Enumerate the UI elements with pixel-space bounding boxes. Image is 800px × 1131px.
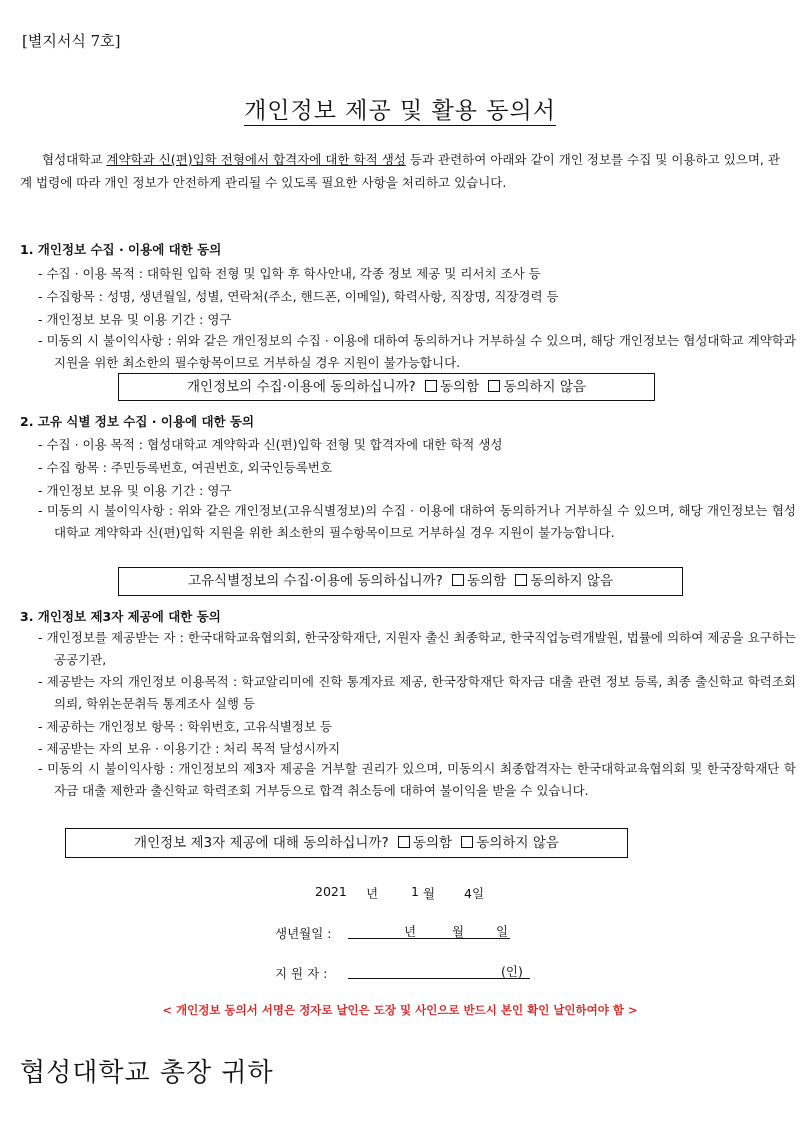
- section2-disagree-label: 동의하지 않음: [530, 573, 614, 589]
- applicant-seal: (인): [501, 964, 523, 979]
- section1-disagree-label: 동의하지 않음: [503, 379, 586, 395]
- section3-item: - 개인정보를 제공받는 자 : 한국대학교육협의회, 한국장학재단, 지원자 출신 최종학교, 한국직업능력개발원, 법률에 의하여 제공을 요구하는 공공기관,: [38, 630, 796, 667]
- section2-heading: 2. 고유 식별 정보 수집 · 이용에 대한 동의: [20, 414, 255, 429]
- section1-disagree-checkbox[interactable]: [488, 380, 500, 392]
- date-day: 4일: [464, 886, 485, 901]
- section3-question: 개인정보 제3자 제공에 대해 동의하십니까?: [134, 835, 389, 851]
- form-number: [별지서식 7호]: [22, 32, 121, 50]
- section2-question: 고유식별정보의 수집·이용에 동의하십니까?: [187, 573, 443, 589]
- section1-item: - 수집항목 : 성명, 생년월일, 성별, 연락처(주소, 핸드폰, 이메일), 학력사항, 직장명, 직장경력 등: [38, 289, 559, 304]
- section2-agree-checkbox[interactable]: [452, 574, 464, 586]
- page-title: 개인정보 제공 및 활용 동의서: [244, 98, 556, 124]
- birth-day-unit: 일: [496, 924, 509, 939]
- section1-item: - 수집 · 이용 목적 : 대학원 입학 전형 및 입학 후 학사안내, 각종 정보 제공 및 리서치 조사 등: [38, 266, 541, 281]
- section1-consent-box: [118, 373, 655, 401]
- birth-field[interactable]: [348, 922, 510, 939]
- section1-question: 개인정보의 수집·이용에 동의하십니까?: [187, 379, 416, 395]
- section1-heading: 1. 개인정보 수집 · 이용에 대한 동의: [20, 242, 222, 257]
- section3-agree-label: 동의함: [412, 835, 453, 851]
- date-month-unit: 월: [423, 886, 436, 901]
- date-month: 1: [411, 884, 419, 899]
- birth-label: 생년월일 :: [275, 926, 332, 941]
- section2-item: - 수집 · 이용 목적 : 협성대학교 계약학과 신(편)입학 전형 및 합격자에 대한 학적 생성: [38, 437, 503, 452]
- section3-disagree-checkbox[interactable]: [461, 836, 473, 848]
- section3-item: - 미동의 시 불이익사항 : 개인정보의 제3자 제공을 거부할 권리가 있으며, 미동의시 최종합격자는 한국대학교육협의회 및 한국장학재단 학자금 대출 제한과 출신학교 학력조회 거부등으로 합격 취소등에 대하여 불이익을 받을 수 있습니다.: [38, 761, 796, 798]
- section3-consent-box: [65, 828, 628, 858]
- intro-paragraph: 협성대학교 계약학과 신(편)입학 전형에서 합격자에 대한 학적 생성 등과 관련하여 아래와 같이 개인 정보를 수집 및 이용하고 있으며, 관계 법령에 따라 개인 정보가 안전하게 관리될 수 있도록 필요한 사항을 처리하고 있습니다.: [20, 152, 780, 190]
- section1-agree-checkbox[interactable]: [425, 380, 437, 392]
- section2-item: - 수집 항목 : 주민등록번호, 여권번호, 외국인등록번호: [38, 460, 333, 475]
- birth-month-unit: 월: [452, 924, 465, 939]
- section1-agree-label: 동의함: [440, 379, 480, 395]
- section3-item: - 제공하는 개인정보 항목 : 학위번호, 고유식별정보 등: [38, 719, 333, 734]
- date-year-unit: 년: [366, 886, 379, 901]
- section3-item: - 제공받는 자의 개인정보 이용목적 : 학교알리미에 진학 통계자료 제공, 한국장학재단 학자금 대출 관련 정보 등록, 최종 출신학교 학력조회 의뢰, 학위논문취득 통계조사 실행 등: [38, 674, 796, 711]
- footer-addressee: 협성대학교 총장 귀하: [20, 1058, 274, 1088]
- applicant-label: 지 원 자 :: [275, 966, 328, 981]
- date-year: 2021: [315, 884, 347, 899]
- section3-heading: 3. 개인정보 제3자 제공에 대한 동의: [20, 609, 221, 624]
- section2-disagree-checkbox[interactable]: [515, 574, 527, 586]
- section1-item: - 미동의 시 불이익사항 : 위와 같은 개인정보의 수집 · 이용에 대하여 동의하거나 거부하실 수 있으며, 해당 개인정보는 협성대학교 계약학과 지원을 위한 최소한의 필수항목이므로 거부하실 경우 지원이 불가능합니다.: [38, 333, 796, 370]
- section3-disagree-label: 동의하지 않음: [476, 835, 559, 851]
- intro-underlined: 계약학과 신(편)입학 전형에서 합격자에 대한 학적 생성: [106, 152, 406, 167]
- section1-item: - 개인정보 보유 및 이용 기간 : 영구: [38, 312, 232, 327]
- section2-consent-box: [118, 567, 683, 596]
- section2-item: - 미동의 시 불이익사항 : 위와 같은 개인정보(고유식별정보)의 수집 · 이용에 대하여 동의하거나 거부하실 수 있으며, 해당 개인정보는 협성대학교 계약학과 신(편)입학 지원을 위한 최소한의 필수항목이므로 거부하실 경우 지원이 불가능합니다.: [38, 503, 796, 540]
- birth-year-unit: 년: [404, 924, 417, 939]
- section2-agree-label: 동의함: [467, 573, 507, 589]
- section3-agree-checkbox[interactable]: [398, 836, 410, 848]
- section2-item: - 개인정보 보유 및 이용 기간 : 영구: [38, 483, 232, 498]
- section3-item: - 제공받는 자의 보유 · 이용기간 : 처리 목적 달성시까지: [38, 741, 341, 756]
- warning-note: < 개인정보 동의서 서명은 정자로 날인은 도장 및 사인으로 반드시 본인 확인 날인하여야 함 >: [162, 1003, 638, 1017]
